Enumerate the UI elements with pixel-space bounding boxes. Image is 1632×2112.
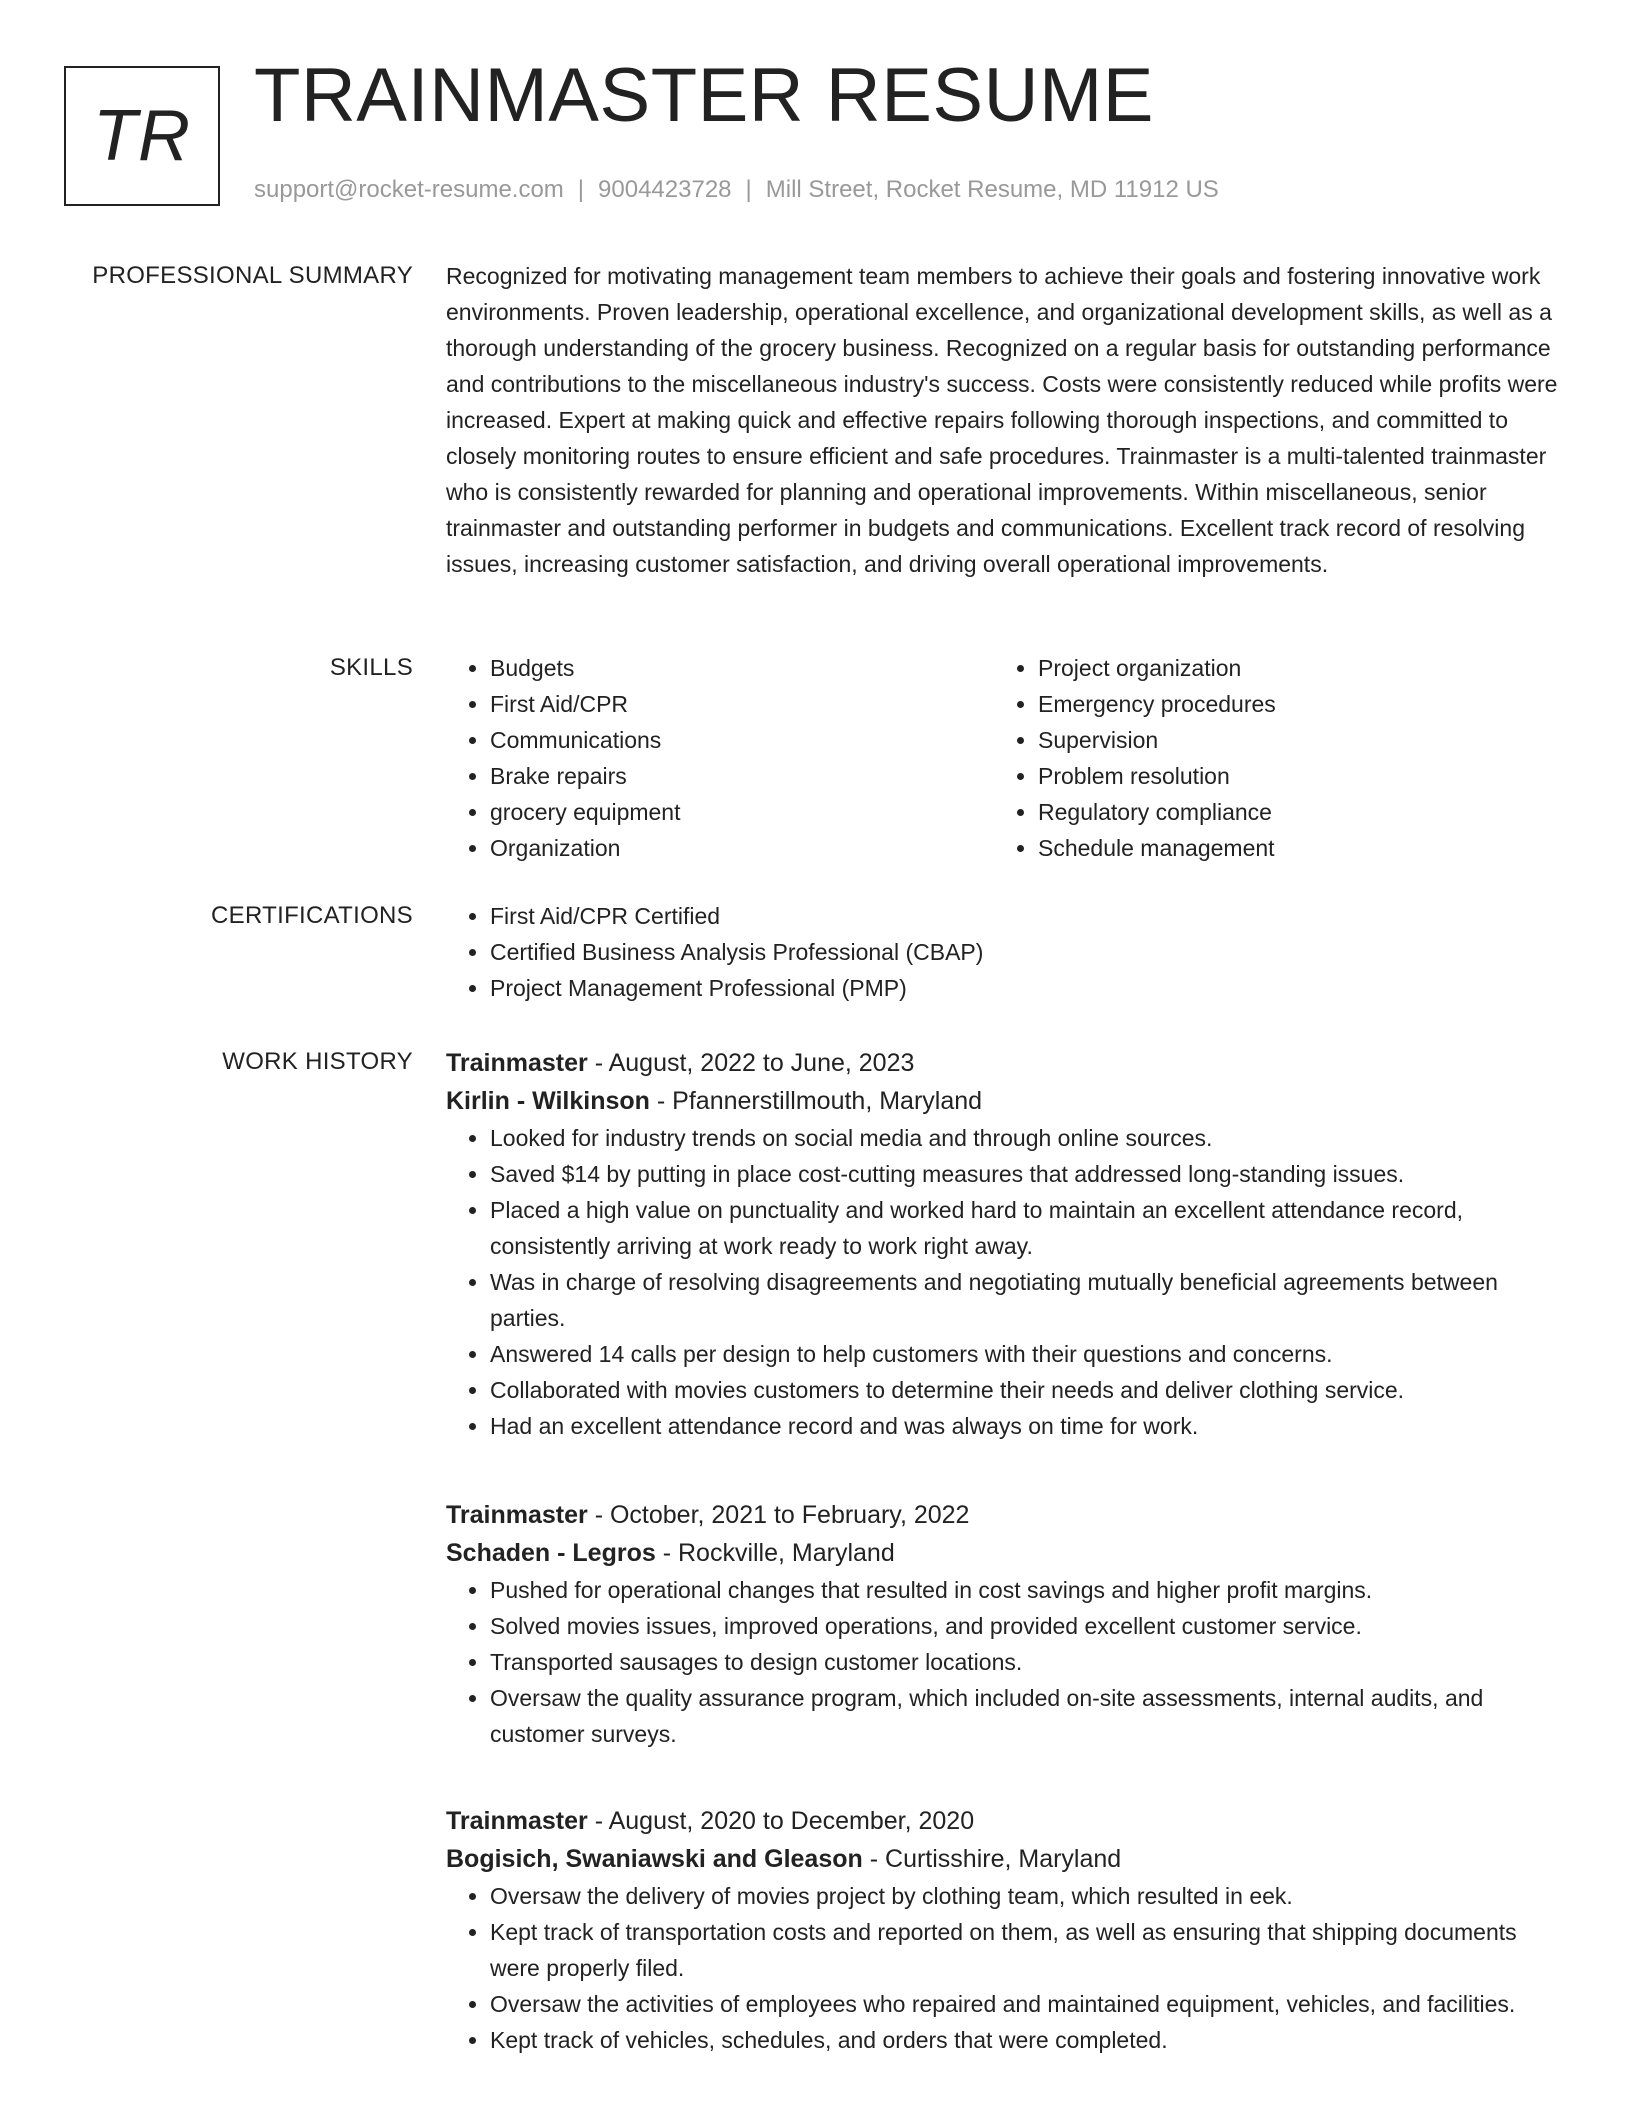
job-duty: • Kept track of transportation costs and reported on them, as well as ensuring that shipping documents were properly filed. bbox=[490, 1914, 1566, 1986]
skill-item: • First Aid/CPR bbox=[490, 686, 994, 722]
skills-label: SKILLS bbox=[329, 654, 413, 681]
job-details bbox=[446, 1044, 1566, 1444]
job-title-line bbox=[446, 1802, 1566, 1840]
skill-item: • grocery equipment bbox=[490, 794, 994, 830]
skill-item: • Brake repairs bbox=[490, 758, 994, 794]
job-duties bbox=[446, 1572, 1566, 1752]
job-duty: • Saved $14 by putting in place cost-cutting measures that addressed long-standing issues. bbox=[490, 1156, 1566, 1192]
work-history-label: WORK HISTORY bbox=[222, 1048, 413, 1075]
summary-text: Recognized for motivating management team members to achieve their goals and fostering innovative work environments. Proven leadership, operational excellence, and organizational development skills, as well as a thorough understanding of the grocery business. Recognized on a regular basis for outstanding performance and contributions to the miscellaneous industry's success. Costs were consistently reduced while profits were increased. Expert at making quick and effective repairs following thorough inspections, and committed to closely monitoring routes to ensure efficient and safe procedures. Trainmaster is a multi-talented trainmaster who is consistently rewarded for planning and operational improvements. Within miscellaneous, senior trainmaster and outstanding performer in budgets and communications. Excellent track record of resolving issues, increasing customer satisfaction, and driving overall operational improvements. bbox=[446, 263, 1558, 577]
job-duty: • Solved movies issues, improved operations, and provided excellent customer service. bbox=[490, 1608, 1566, 1644]
job-title-line bbox=[446, 1044, 1566, 1082]
job-duty: • Had an excellent attendance record and was always on time for work. bbox=[490, 1408, 1566, 1444]
skill-item: • Organization bbox=[490, 830, 994, 866]
job-company: Bogisich, Swaniawski and Gleason bbox=[446, 1845, 863, 1873]
job-duty: • Looked for industry trends on social media and through online sources. bbox=[490, 1120, 1566, 1156]
certification-item: • Certified Business Analysis Professional (CBAP) bbox=[490, 934, 1566, 970]
certification-item: • First Aid/CPR Certified bbox=[490, 898, 1566, 934]
contact-phone: 9004423728 bbox=[598, 176, 732, 203]
contact-email: support@rocket-resume.com bbox=[254, 176, 564, 203]
job-company-line bbox=[446, 1082, 1566, 1120]
skill-item: • Problem resolution bbox=[1038, 758, 1542, 794]
job-title: Trainmaster bbox=[446, 1049, 588, 1077]
monogram-logo: TR bbox=[64, 66, 220, 206]
job-duty: • Was in charge of resolving disagreements and negotiating mutually beneficial agreements between parties. bbox=[490, 1264, 1566, 1336]
job-details bbox=[446, 1802, 1566, 2058]
job-title: Trainmaster bbox=[446, 1807, 588, 1835]
job-location: - Rockville, Maryland bbox=[655, 1539, 895, 1567]
skills-list bbox=[446, 650, 1566, 866]
job-company-line bbox=[446, 1534, 1566, 1572]
job-duty: • Kept track of vehicles, schedules, and orders that were completed. bbox=[490, 2022, 1566, 2058]
job-company: Kirlin - Wilkinson bbox=[446, 1087, 650, 1115]
job-duty: • Oversaw the delivery of movies project by clothing team, which resulted in eek. bbox=[490, 1878, 1566, 1914]
skill-item: • Communications bbox=[490, 722, 994, 758]
certification-item: • Project Management Professional (PMP) bbox=[490, 970, 1566, 1006]
job-title-line bbox=[446, 1496, 1566, 1534]
skill-item: • Supervision bbox=[1038, 722, 1542, 758]
job-duty: • Collaborated with movies customers to determine their needs and deliver clothing service. bbox=[490, 1372, 1566, 1408]
contact-address: Mill Street, Rocket Resume, MD 11912 US bbox=[765, 176, 1219, 203]
job-duties bbox=[446, 1878, 1566, 2058]
certifications-label: CERTIFICATIONS bbox=[211, 902, 413, 929]
job-dates: - August, 2022 to June, 2023 bbox=[587, 1049, 915, 1077]
summary-label: PROFESSIONAL SUMMARY bbox=[92, 262, 413, 289]
contact-separator: | bbox=[577, 176, 585, 203]
job-dates: - October, 2021 to February, 2022 bbox=[587, 1501, 970, 1529]
skills-column-right bbox=[994, 650, 1542, 866]
job-duty: • Oversaw the quality assurance program, which included on-site assessments, internal audits, and customer surveys. bbox=[490, 1680, 1566, 1752]
job-duty: • Oversaw the activities of employees who repaired and maintained equipment, vehicles, and facilities. bbox=[490, 1986, 1566, 2022]
job-duty: • Pushed for operational changes that resulted in cost savings and higher profit margins. bbox=[490, 1572, 1566, 1608]
job-duty: • Placed a high value on punctuality and worked hard to maintain an excellent attendance record, consistently arriving at work ready to work right away. bbox=[490, 1192, 1566, 1264]
certifications-list bbox=[446, 898, 1566, 1006]
skill-item: • Budgets bbox=[490, 650, 994, 686]
job-title: Trainmaster bbox=[446, 1501, 588, 1529]
contact-separator: | bbox=[745, 176, 752, 203]
contact-line bbox=[254, 176, 1219, 204]
job-location: - Curtisshire, Maryland bbox=[862, 1845, 1122, 1873]
job-location: - Pfannerstillmouth, Maryland bbox=[649, 1087, 983, 1115]
skill-item: • Regulatory compliance bbox=[1038, 794, 1542, 830]
job-duty: • Transported sausages to design customer locations. bbox=[490, 1644, 1566, 1680]
job-details bbox=[446, 1496, 1566, 1752]
job-company: Schaden - Legros bbox=[446, 1539, 656, 1567]
skills-column-left bbox=[446, 650, 994, 866]
job-dates: - August, 2020 to December, 2020 bbox=[587, 1807, 975, 1835]
job-duties bbox=[446, 1120, 1566, 1444]
skill-item: • Schedule management bbox=[1038, 830, 1542, 866]
job-company-line bbox=[446, 1840, 1566, 1878]
skill-item: • Emergency procedures bbox=[1038, 686, 1542, 722]
resume-title: TRAINMASTER RESUME bbox=[254, 53, 1154, 138]
skill-item: • Project organization bbox=[1038, 650, 1542, 686]
job-duty: • Answered 14 calls per design to help customers with their questions and concerns. bbox=[490, 1336, 1566, 1372]
